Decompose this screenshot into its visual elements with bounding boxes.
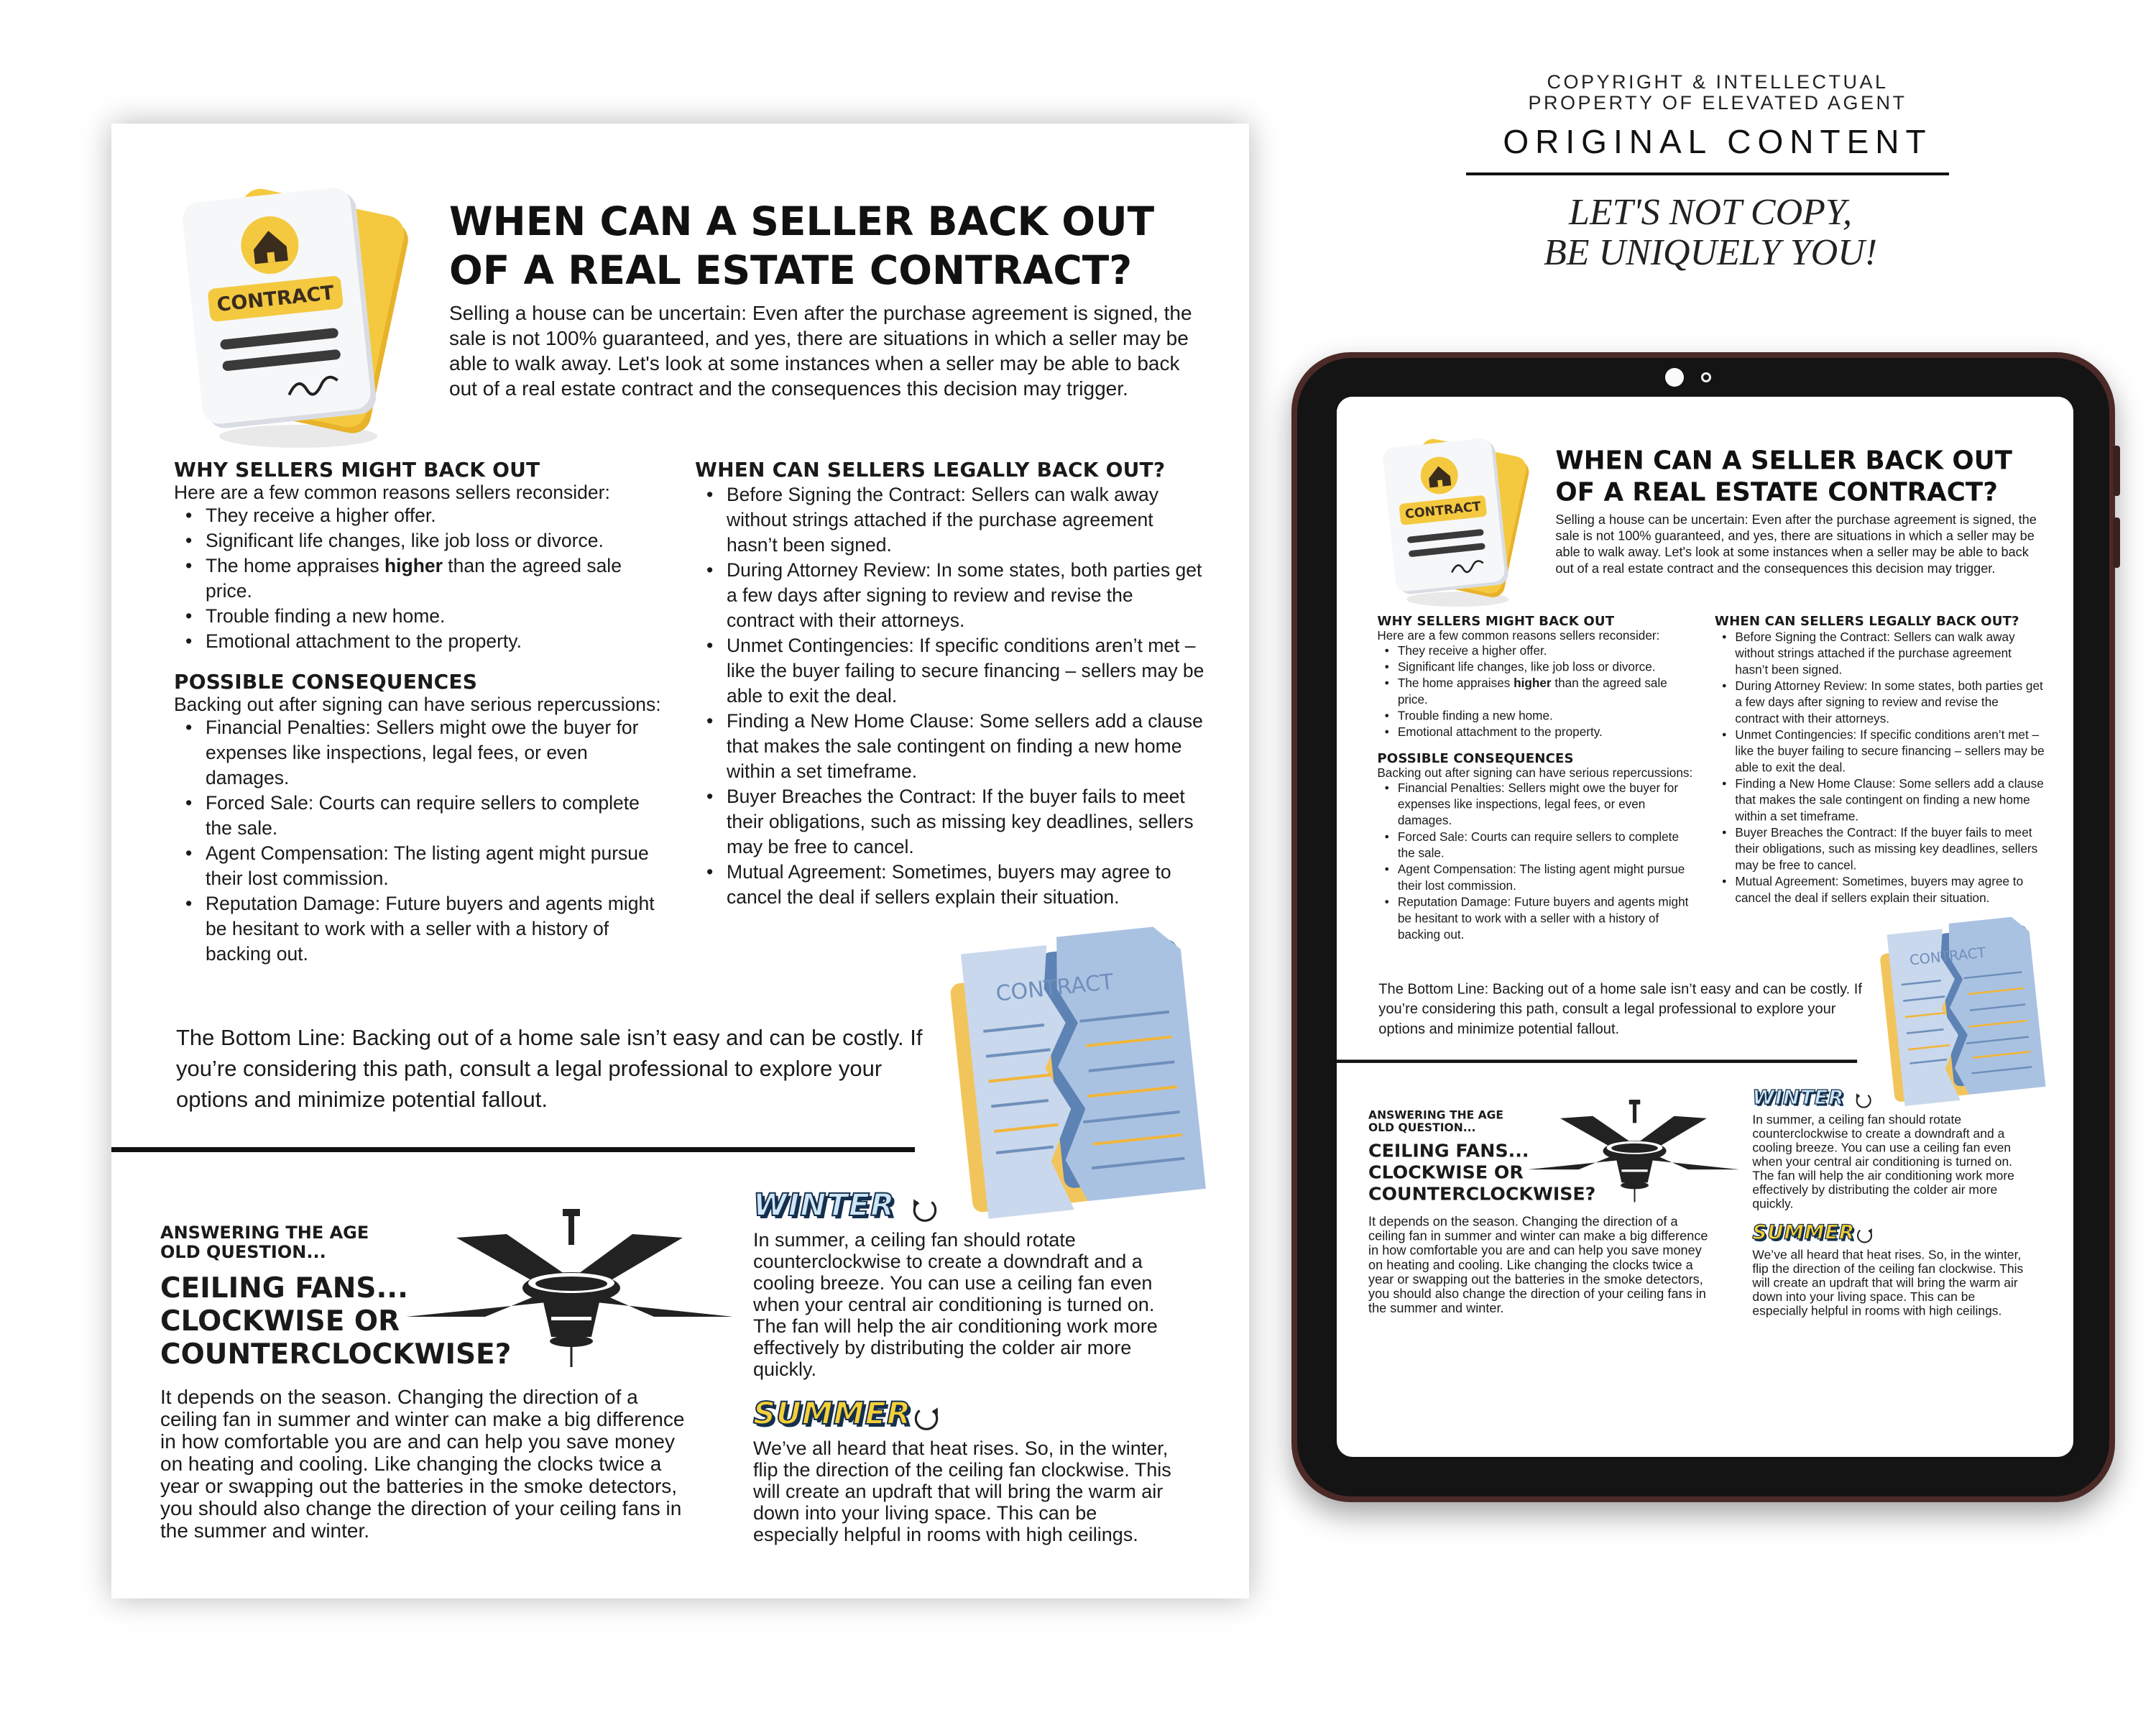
list-item: • Emotional attachment to the property.	[1377, 724, 1698, 740]
flyer-title: WHEN CAN A SELLER BACK OUT OF A REAL ESTATE CONTRACT?	[1555, 445, 2012, 507]
consequences-list	[1377, 780, 1698, 943]
legal-list	[1715, 629, 2045, 906]
list-item	[174, 553, 670, 604]
list-item: • Forced Sale: Courts can require sellers to complete the sale.	[1377, 829, 1698, 861]
list-item: • Significant life changes, like job loss or divorce.	[1377, 659, 1698, 676]
why-intro: Here are a few common reasons sellers reconsider:	[1377, 628, 1660, 643]
tagline-line: LET'S NOT COPY,	[1568, 192, 1853, 233]
copyright-line: PROPERTY OF ELEVATED AGENT	[1528, 92, 1907, 114]
tablet-side-button	[2113, 446, 2120, 496]
left-column	[174, 458, 670, 967]
copyright-notice	[1466, 72, 1969, 114]
list-item: • Unmet Contingencies: If specific conditions aren’t met – like the buyer failing to secure financing – sellers may be able to exit the deal.	[1715, 727, 2045, 776]
list-item: • Trouble finding a new home.	[1377, 708, 1698, 724]
list-item: • They receive a higher offer.	[1377, 643, 1698, 659]
left-column	[1377, 613, 1698, 943]
fan-kicker: ANSWERING THE AGE OLD QUESTION...	[1368, 1108, 1504, 1134]
tablet-side-button	[2113, 518, 2120, 568]
fan-body: It depends on the season. Changing the direction of a ceiling fan in summer and winter can make a big difference in how comfortable you are and can help you save money on heating and cooling. Like changing the clocks twice a year or swapping out the batteries in the smoke detectors, you should also change the direction of your ceiling fans in the summer and winter.	[160, 1386, 685, 1542]
contract-icon-label: CONTRACT	[1404, 500, 1482, 523]
summer-label: SUMMER	[753, 1396, 911, 1432]
why-list	[174, 503, 670, 654]
winter-label: WINTER	[1752, 1085, 1845, 1109]
bottom-line: The Bottom Line: Backing out of a home sale isn’t easy and can be costly. If you’re considering this path, consult a legal professional to explore your options and minimize potential fallout.	[176, 1025, 923, 1112]
flyer-title: WHEN CAN A SELLER BACK OUT OF A REAL ESTATE CONTRACT?	[449, 198, 1155, 293]
consequences-heading: POSSIBLE CONSEQUENCES	[1377, 750, 1574, 766]
list-item: • Buyer Breaches the Contract: If the buyer fails to meet their obligations, such as missing key deadlines, sellers may be free to cancel.	[1715, 824, 2045, 873]
winter-text: In summer, a ceiling fan should rotate counterclockwise to create a downdraft and a cooling breeze. You can use a ceiling fan even when your central air conditioning is turned on. The fan will help the air conditioning work more effectively by distributing the colder air more quickly.	[753, 1229, 1158, 1380]
legal-heading: WHEN CAN SELLERS LEGALLY BACK OUT?	[695, 458, 1166, 482]
summer-label: SUMMER	[1752, 1220, 1855, 1244]
consequences-heading: POSSIBLE CONSEQUENCES	[174, 670, 478, 694]
torn-doc-label: CONTRACT	[995, 969, 1115, 1007]
legal-list	[695, 482, 1205, 910]
torn-contract-icon	[945, 921, 1211, 1223]
tablet-screen	[1337, 397, 2073, 1457]
appraisal-bold: higher	[384, 555, 443, 576]
list-item: • Reputation Damage: Future buyers and agents might be hesitant to work with a seller with a history of backing out.	[174, 891, 670, 967]
right-column	[695, 458, 1205, 910]
list-item: • During Attorney Review: In some states, both parties get a few days after signing to review and revise the contract with their attorneys.	[695, 558, 1205, 633]
right-column	[1715, 613, 2045, 906]
list-item: • They receive a higher offer.	[174, 503, 670, 528]
flyer-intro: Selling a house can be uncertain: Even after the purchase agreement is signed, the sale is not 100% guaranteed, and yes, there are situations in which a seller may be able to walk away. Let's look at some instances when a seller may be able to back out of a real estate contract and the consequences this decision may trigger.	[1555, 512, 2037, 576]
contract-icon-label: CONTRACT	[216, 282, 336, 317]
winter-label: WINTER	[753, 1187, 895, 1223]
contract-document-icon	[1376, 425, 1534, 611]
tagline-line: BE UNIQUELY YOU!	[1543, 232, 1878, 273]
why-heading: WHY SELLERS MIGHT BACK OUT	[174, 458, 540, 482]
fan-title: CEILING FANS... CLOCKWISE OR COUNTERCLOCKWISE?	[160, 1272, 512, 1371]
winter-text: In summer, a ceiling fan should rotate counterclockwise to create a downdraft and a cooling breeze. You can use a ceiling fan even when your central air conditioning is turned on. The fan will help the air conditioning work more effectively by distributing the colder air more quickly.	[1752, 1113, 2014, 1211]
appraisal-text: The home appraises	[206, 555, 384, 576]
copyright-line: COPYRIGHT & INTELLECTUAL	[1547, 71, 1889, 93]
list-item: • Buyer Breaches the Contract: If the buyer fails to meet their obligations, such as missing key deadlines, sellers may be free to cancel.	[695, 784, 1205, 860]
list-item: • Agent Compensation: The listing agent might pursue their lost commission.	[1377, 861, 1698, 893]
appraisal-text-end: than the agreed sale price.	[1397, 676, 1667, 707]
tablet-flyer-page	[1337, 397, 2073, 1352]
list-item	[1377, 675, 1698, 707]
consequences-intro: Backing out after signing can have serious repercussions:	[1377, 765, 1693, 781]
list-item: • Forced Sale: Courts can require sellers to complete the sale.	[174, 791, 670, 841]
list-item: • Trouble finding a new home.	[174, 604, 670, 629]
contract-document-icon	[172, 167, 417, 454]
torn-contract-icon	[1876, 914, 2049, 1109]
summer-text: We’ve all heard that heat rises. So, in the winter, flip the direction of the ceiling fan clockwise. This will create an updraft that will bring the warm air down into your living space. This can be especially helpful in rooms with high ceilings.	[753, 1438, 1171, 1545]
fan-body: It depends on the season. Changing the direction of a ceiling fan in summer and winter can make a big difference in how comfortable you are and can help you save money on heating and cooling. Like changing the clocks twice a year or swapping out the batteries in the smoke detectors, you should also change the direction of your ceiling fans in the summer and winter.	[1368, 1214, 1708, 1315]
bottom-line: The Bottom Line: Backing out of a home sale isn’t easy and can be costly. If you’re considering this path, consult a legal professional to explore your options and minimize potential fallout.	[1378, 980, 1862, 1037]
list-item: • Before Signing the Contract: Sellers can walk away without strings attached if the purchase agreement hasn’t been signed.	[1715, 629, 2045, 678]
why-list	[1377, 643, 1698, 740]
list-item: • During Attorney Review: In some states, both parties get a few days after signing to review and revise the contract with their attorneys.	[1715, 678, 2045, 727]
clockwise-icon	[911, 1404, 941, 1435]
consequences-list	[174, 715, 670, 967]
original-content-heading: ORIGINAL CONTENT	[1503, 123, 1932, 160]
appraisal-text: The home appraises	[1397, 676, 1514, 691]
appraisal-text-end: than the agreed sale price.	[206, 555, 622, 602]
why-heading: WHY SELLERS MIGHT BACK OUT	[1377, 613, 1615, 629]
summer-text: We’ve all heard that heat rises. So, in the winter, flip the direction of the ceiling fan clockwise. This will create an updraft that will bring the warm air down into your living space. This can be especially helpful in rooms with high ceilings.	[1752, 1247, 2024, 1318]
fan-title: CEILING FANS... CLOCKWISE OR COUNTERCLOCKWISE?	[1368, 1141, 1596, 1205]
list-item: • Before Signing the Contract: Sellers can walk away without strings attached if the purchase agreement hasn’t been signed.	[695, 482, 1205, 558]
torn-doc-label: CONTRACT	[1909, 944, 1987, 969]
heading-underline	[1466, 172, 1949, 175]
flyer-intro: Selling a house can be uncertain: Even after the purchase agreement is signed, the sale is not 100% guaranteed, and yes, there are situations in which a seller may be able to walk away. Let's look at some instances when a seller may be able to back out of a real estate contract and the consequences this decision may trigger.	[449, 302, 1192, 400]
fan-kicker: ANSWERING THE AGE OLD QUESTION...	[160, 1223, 369, 1262]
clockwise-icon	[1854, 1226, 1874, 1246]
list-item: • Agent Compensation: The listing agent might pursue their lost commission.	[174, 841, 670, 891]
list-item: • Finding a New Home Clause: Some sellers add a clause that makes the sale contingent on finding a new home within a set timeframe.	[1715, 776, 2045, 824]
sensor-icon	[1701, 372, 1711, 382]
legal-heading: WHEN CAN SELLERS LEGALLY BACK OUT?	[1714, 613, 2019, 629]
counterclockwise-icon	[1854, 1091, 1874, 1110]
list-item: • Significant life changes, like job loss or divorce.	[174, 528, 670, 553]
camera-icon	[1665, 368, 1684, 387]
consequences-intro: Backing out after signing can have serious repercussions:	[174, 694, 661, 715]
why-intro: Here are a few common reasons sellers reconsider:	[174, 482, 610, 503]
list-item: • Emotional attachment to the property.	[174, 629, 670, 654]
list-item: • Reputation Damage: Future buyers and agents might be hesitant to work with a seller with a history of backing out.	[1377, 894, 1698, 943]
section-divider	[1337, 1059, 1857, 1063]
list-item: • Finding a New Home Clause: Some sellers add a clause that makes the sale contingent on finding a new home within a set timeframe.	[695, 709, 1205, 784]
flyer-page	[111, 124, 1249, 1598]
list-item: • Mutual Agreement: Sometimes, buyers may agree to cancel the deal if sellers explain their situation.	[1715, 873, 2045, 906]
section-divider	[111, 1147, 915, 1152]
list-item: • Financial Penalties: Sellers might owe the buyer for expenses like inspections, legal fees, or even damages.	[1377, 780, 1698, 829]
tagline	[1466, 193, 1955, 273]
appraisal-bold: higher	[1514, 676, 1552, 691]
list-item: • Unmet Contingencies: If specific conditions aren’t met – like the buyer failing to secure financing – sellers may be able to exit the deal.	[695, 633, 1205, 709]
counterclockwise-icon	[911, 1196, 941, 1226]
list-item: • Financial Penalties: Sellers might owe the buyer for expenses like inspections, legal fees, or even damages.	[174, 715, 670, 791]
list-item: • Mutual Agreement: Sometimes, buyers may agree to cancel the deal if sellers explain their situation.	[695, 860, 1205, 910]
